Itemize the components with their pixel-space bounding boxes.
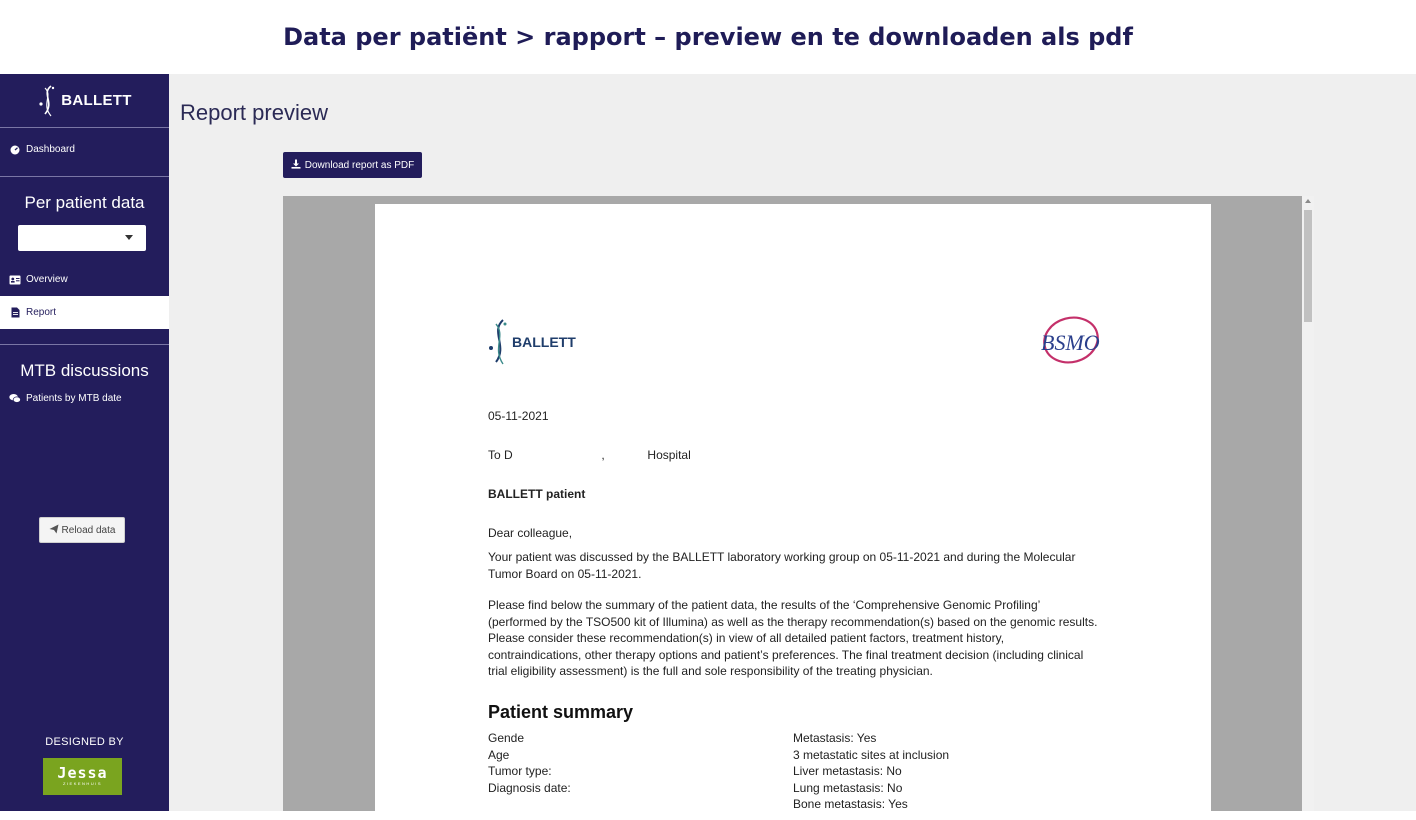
- bottom-strip: [0, 811, 1416, 820]
- gauge-icon: [9, 144, 21, 156]
- report-paragraph-2: Please find below the summary of the patient data, the results of the ‘Comprehensive Genomic Profiling’ (performed by the TSO500 kit of Illumina) as well as the therapy recommendation(s) based on the genomic results. Please consider these recommendation(s) in view of all detailed patient factors, treatment history, contraindications, other therapy options and patient’s preferences. The final treatment decision (including clinical trial eligibility assessment) is the full and sole responsibility of the treating physician.: [488, 598, 1098, 678]
- scroll-thumb[interactable]: [1304, 210, 1312, 322]
- sidebar-item-overview[interactable]: [0, 263, 169, 296]
- recipient-prefix: To D: [488, 448, 513, 462]
- pdf-page: [375, 204, 1211, 811]
- page-title: Report preview: [180, 100, 328, 125]
- app-window: [0, 74, 1416, 811]
- sidebar-item-report[interactable]: [0, 296, 169, 329]
- dna-helix-icon: [488, 318, 510, 366]
- patient-select[interactable]: [18, 225, 146, 251]
- download-pdf-label: Download report as PDF: [304, 159, 415, 171]
- brand-name: BALLETT: [61, 92, 132, 109]
- sidebar-brand[interactable]: [0, 74, 169, 128]
- jessa-logo-sub: ZIEKENHUIS: [62, 781, 102, 786]
- summary-diagnosis-date: Diagnosis date:: [488, 780, 571, 795]
- caret-down-icon: [125, 235, 133, 240]
- summary-left-column: [488, 730, 571, 796]
- jessa-logo-name: Jessa: [57, 764, 108, 782]
- file-icon: [9, 307, 21, 319]
- designed-by-label: DESIGNED BY: [45, 736, 124, 748]
- sidebar-item-dashboard[interactable]: [0, 133, 169, 166]
- summary-liver-metastasis: Liver metastasis: No: [793, 764, 902, 778]
- dna-helix-icon: [37, 84, 59, 118]
- comments-icon: [9, 392, 21, 404]
- sidebar-item-label: Overview: [26, 274, 68, 285]
- report-ballett-logo: [488, 318, 576, 366]
- summary-right-column: [793, 730, 949, 811]
- summary-metastasis: Metastasis: Yes: [793, 731, 877, 745]
- report-paragraph-1: Your patient was discussed by the BALLETT laboratory working group on 05-11-2021 and during the Molecular Tumor Board on 05-11-2021.: [488, 550, 1076, 581]
- recipient-separator: ,: [601, 448, 605, 462]
- pdf-viewer[interactable]: [283, 196, 1302, 811]
- report-date: 05-11-2021: [488, 409, 549, 423]
- pdf-scrollbar[interactable]: [1302, 196, 1314, 811]
- report-ballett-name: BALLETT: [512, 334, 576, 350]
- section-heading-per-patient: Per patient data: [24, 193, 145, 212]
- sidebar: [0, 74, 169, 811]
- patient-summary-title: Patient summary: [488, 702, 634, 722]
- summary-lung-metastasis: Lung metastasis: No: [793, 780, 903, 795]
- jessa-logo: [43, 758, 122, 795]
- summary-bone-metastasis: Bone metastasis: Yes: [793, 797, 908, 811]
- paper-plane-icon: [49, 524, 59, 537]
- bsmo-text: BSMO: [1041, 330, 1100, 355]
- summary-age: Age: [488, 747, 510, 762]
- sidebar-item-label: Report: [26, 307, 57, 318]
- summary-gender: Gende: [488, 731, 525, 745]
- reload-data-button[interactable]: [39, 517, 125, 543]
- report-recipient: [488, 447, 691, 464]
- download-pdf-button[interactable]: [283, 152, 422, 178]
- sidebar-item-patients-by-mtb[interactable]: [0, 388, 169, 408]
- report-greeting: Dear colleague,: [488, 526, 573, 540]
- slide-title: Data per patiënt > rapport – preview en te downloaden als pdf: [283, 23, 1133, 51]
- section-heading-mtb: MTB discussions: [20, 361, 149, 380]
- ballett-logo: [37, 84, 131, 118]
- bsmo-logo: [1037, 314, 1101, 368]
- download-icon: [291, 159, 301, 172]
- reload-data-label: Reload data: [61, 524, 116, 536]
- report-patient-label: BALLETT patient: [488, 487, 586, 501]
- sidebar-item-label: Dashboard: [26, 144, 75, 155]
- id-card-icon: [9, 274, 21, 286]
- sidebar-item-label: Patients by MTB date: [26, 392, 122, 404]
- summary-tumor-type: Tumor type:: [488, 764, 552, 778]
- recipient-hospital: Hospital: [647, 448, 691, 462]
- summary-metastatic-sites: 3 metastatic sites at inclusion: [793, 747, 950, 762]
- scroll-up-arrow-icon[interactable]: [1305, 199, 1311, 203]
